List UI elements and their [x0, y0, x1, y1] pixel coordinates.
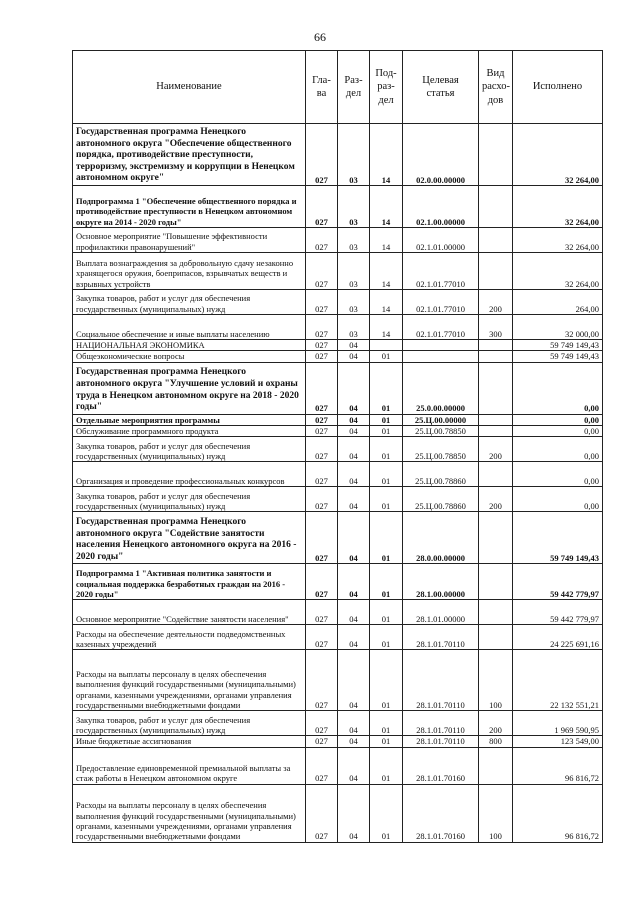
row-done: 0,00	[513, 426, 603, 437]
table-row	[73, 340, 603, 351]
row-glava: 027	[306, 362, 338, 414]
row-razdel: 03	[338, 186, 370, 228]
row-glava: 027	[306, 414, 338, 425]
table-row	[73, 253, 603, 290]
row-razdel: 03	[338, 124, 370, 186]
row-glava: 027	[306, 437, 338, 462]
row-razdel: 04	[338, 736, 370, 747]
row-razdel: 04	[338, 487, 370, 512]
row-vid	[479, 414, 513, 425]
row-glava: 027	[306, 462, 338, 487]
table-row	[73, 462, 603, 487]
header-podrazdel: Под- раз- дел	[370, 51, 403, 124]
row-glava: 027	[306, 487, 338, 512]
row-target: 28.1.01.70110	[403, 711, 479, 736]
row-done: 96 816,72	[513, 784, 603, 842]
row-done: 59 749 149,43	[513, 351, 603, 362]
row-glava: 027	[306, 784, 338, 842]
row-name: Социальное обеспечение и иные выплаты населению	[73, 315, 306, 340]
row-target	[403, 351, 479, 362]
row-vid	[479, 426, 513, 437]
table-row	[73, 650, 603, 711]
row-done: 264,00	[513, 290, 603, 315]
row-done: 32 264,00	[513, 186, 603, 228]
table-row	[73, 736, 603, 747]
row-vid	[479, 462, 513, 487]
row-name: Предоставление единовременной премиальной выплаты за стаж работы в Ненецком автономном округе	[73, 747, 306, 784]
row-target: 25.Ц.00.78850	[403, 426, 479, 437]
row-done: 59 442 779,97	[513, 564, 603, 600]
row-done: 22 132 551,21	[513, 650, 603, 711]
row-glava: 027	[306, 711, 338, 736]
row-glava: 027	[306, 512, 338, 564]
row-glava: 027	[306, 625, 338, 650]
row-done: 24 225 691,16	[513, 625, 603, 650]
row-done: 0,00	[513, 462, 603, 487]
row-glava: 027	[306, 186, 338, 228]
row-done: 1 969 590,95	[513, 711, 603, 736]
row-podrazdel: 01	[370, 426, 403, 437]
row-name: Расходы на обеспечение деятельности подведомственных казенных учреждений	[73, 625, 306, 650]
table-row	[73, 186, 603, 228]
table-row	[73, 426, 603, 437]
row-razdel: 04	[338, 747, 370, 784]
table-row	[73, 315, 603, 340]
row-name: Расходы на выплаты персоналу в целях обеспечения выполнения функций государственными (муниципальными) органами, казенными учреждениями, органами управления государственными внебюджетными фондами	[73, 784, 306, 842]
row-target: 02.1.00.00000	[403, 186, 479, 228]
row-razdel: 04	[338, 650, 370, 711]
row-target: 02.1.01.77010	[403, 253, 479, 290]
row-target: 25.Ц.00.78860	[403, 462, 479, 487]
row-podrazdel: 01	[370, 564, 403, 600]
row-name: Выплата вознаграждения за добровольную сдачу незаконно хранящегося оружия, боеприпасов, взрывчатых веществ и взрывных устройств	[73, 253, 306, 290]
row-razdel: 04	[338, 564, 370, 600]
header-done: Исполнено	[513, 51, 603, 124]
row-podrazdel: 01	[370, 747, 403, 784]
row-glava: 027	[306, 315, 338, 340]
row-vid: 100	[479, 784, 513, 842]
row-done: 0,00	[513, 414, 603, 425]
row-vid	[479, 228, 513, 253]
row-razdel: 03	[338, 228, 370, 253]
row-vid: 200	[479, 487, 513, 512]
table-row	[73, 351, 603, 362]
row-target: 28.1.01.70160	[403, 747, 479, 784]
row-vid	[479, 186, 513, 228]
row-podrazdel: 01	[370, 784, 403, 842]
row-vid	[479, 600, 513, 625]
row-vid: 300	[479, 315, 513, 340]
row-podrazdel: 01	[370, 600, 403, 625]
row-glava: 027	[306, 290, 338, 315]
row-glava: 027	[306, 351, 338, 362]
row-razdel: 04	[338, 512, 370, 564]
row-name: Государственная программа Ненецкого автономного округа "Улучшение условий и охраны труда в Ненецком автономном округе на 2018 - 2020 годы"	[73, 362, 306, 414]
budget-table	[72, 50, 603, 843]
row-name: НАЦИОНАЛЬНАЯ ЭКОНОМИКА	[73, 340, 306, 351]
row-podrazdel: 01	[370, 736, 403, 747]
header-name: Наименование	[73, 51, 306, 124]
table-row	[73, 600, 603, 625]
row-target: 25.0.00.00000	[403, 362, 479, 414]
row-name: Закупка товаров, работ и услуг для обеспечения государственных (муниципальных) нужд	[73, 711, 306, 736]
row-done: 32 000,00	[513, 315, 603, 340]
header-target: Целевая статья	[403, 51, 479, 124]
row-razdel: 04	[338, 426, 370, 437]
row-vid	[479, 747, 513, 784]
row-name: Расходы на выплаты персоналу в целях обеспечения выполнения функций государственными (муниципальными) органами, казенными учреждениями, органами управления государственными внебюджетными фондами	[73, 650, 306, 711]
row-glava: 027	[306, 124, 338, 186]
row-glava: 027	[306, 228, 338, 253]
row-vid	[479, 351, 513, 362]
row-podrazdel: 01	[370, 462, 403, 487]
row-razdel: 04	[338, 711, 370, 736]
row-glava: 027	[306, 340, 338, 351]
row-podrazdel: 01	[370, 625, 403, 650]
row-name: Закупка товаров, работ и услуг для обеспечения государственных (муниципальных) нужд	[73, 487, 306, 512]
row-podrazdel: 01	[370, 414, 403, 425]
row-razdel: 04	[338, 340, 370, 351]
row-vid	[479, 362, 513, 414]
row-done: 0,00	[513, 437, 603, 462]
row-glava: 027	[306, 564, 338, 600]
row-razdel: 03	[338, 290, 370, 315]
row-done: 59 749 149,43	[513, 512, 603, 564]
table-header-row	[73, 51, 603, 124]
table-row	[73, 414, 603, 425]
row-razdel: 04	[338, 625, 370, 650]
row-vid: 800	[479, 736, 513, 747]
row-podrazdel: 01	[370, 512, 403, 564]
row-glava: 027	[306, 747, 338, 784]
row-podrazdel: 01	[370, 711, 403, 736]
row-podrazdel: 01	[370, 351, 403, 362]
row-target: 28.1.01.70160	[403, 784, 479, 842]
row-glava: 027	[306, 253, 338, 290]
row-podrazdel: 01	[370, 437, 403, 462]
row-razdel: 04	[338, 462, 370, 487]
row-name: Закупка товаров, работ и услуг для обеспечения государственных (муниципальных) нужд	[73, 290, 306, 315]
row-glava: 027	[306, 426, 338, 437]
table-row	[73, 362, 603, 414]
row-target: 28.1.01.70110	[403, 650, 479, 711]
row-vid: 200	[479, 711, 513, 736]
row-done: 59 749 149,43	[513, 340, 603, 351]
row-name: Общеэкономические вопросы	[73, 351, 306, 362]
row-target: 02.1.01.77010	[403, 315, 479, 340]
row-razdel: 04	[338, 784, 370, 842]
row-glava: 027	[306, 736, 338, 747]
row-name: Основное мероприятие "Содействие занятости населения"	[73, 600, 306, 625]
row-name: Государственная программа Ненецкого автономного округа "Содействие занятости населения Ненецкого автономного округа на 2016 - 2020 годы"	[73, 512, 306, 564]
row-razdel: 04	[338, 362, 370, 414]
header-razdel: Раз- дел	[338, 51, 370, 124]
row-vid	[479, 512, 513, 564]
row-done: 32 264,00	[513, 253, 603, 290]
row-name: Организация и проведение профессиональных конкурсов	[73, 462, 306, 487]
row-target: 02.0.00.00000	[403, 124, 479, 186]
table-row	[73, 290, 603, 315]
row-vid: 100	[479, 650, 513, 711]
row-vid: 200	[479, 290, 513, 315]
row-done: 32 264,00	[513, 228, 603, 253]
row-name: Государственная программа Ненецкого автономного округа "Обеспечение общественного порядка, противодействие преступности, терроризму, экстремизму и коррупции в Ненецком автономном округе"	[73, 124, 306, 186]
row-done: 0,00	[513, 487, 603, 512]
table-row	[73, 512, 603, 564]
row-done: 32 264,00	[513, 124, 603, 186]
table-row	[73, 747, 603, 784]
row-target	[403, 340, 479, 351]
table-row	[73, 487, 603, 512]
table-row	[73, 228, 603, 253]
row-target: 28.1.01.70110	[403, 625, 479, 650]
row-glava: 027	[306, 650, 338, 711]
row-name: Подпрограмма 1 "Активная политика занятости и социальная поддержка безработных граждан на 2016 - 2020 годы"	[73, 564, 306, 600]
row-name: Подпрограмма 1 "Обеспечение общественного порядка и противодействие преступности в Ненецком автономном округе на 2014 - 2020 годы"	[73, 186, 306, 228]
row-name: Закупка товаров, работ и услуг для обеспечения государственных (муниципальных) нужд	[73, 437, 306, 462]
row-razdel: 03	[338, 315, 370, 340]
row-podrazdel: 01	[370, 650, 403, 711]
row-name: Обслуживание программного продукта	[73, 426, 306, 437]
row-podrazdel	[370, 340, 403, 351]
row-podrazdel: 14	[370, 315, 403, 340]
row-target: 02.1.01.00000	[403, 228, 479, 253]
row-name: Основное мероприятие "Повышение эффективности профилактики правонарушений"	[73, 228, 306, 253]
row-razdel: 04	[338, 600, 370, 625]
row-razdel: 03	[338, 253, 370, 290]
row-target: 28.0.00.00000	[403, 512, 479, 564]
row-podrazdel: 01	[370, 362, 403, 414]
header-glava: Гла- ва	[306, 51, 338, 124]
row-podrazdel: 14	[370, 186, 403, 228]
row-name: Иные бюджетные ассигнования	[73, 736, 306, 747]
row-done: 96 816,72	[513, 747, 603, 784]
table-row	[73, 437, 603, 462]
table-row	[73, 784, 603, 842]
row-target: 02.1.01.77010	[403, 290, 479, 315]
row-vid	[479, 564, 513, 600]
row-done: 0,00	[513, 362, 603, 414]
row-podrazdel: 14	[370, 290, 403, 315]
row-vid	[479, 124, 513, 186]
table-row	[73, 625, 603, 650]
row-vid	[479, 340, 513, 351]
row-vid	[479, 625, 513, 650]
page-number: 66	[314, 30, 326, 44]
table-row	[73, 564, 603, 600]
row-razdel: 04	[338, 437, 370, 462]
row-target: 25.Ц.00.78860	[403, 487, 479, 512]
row-target: 28.1.01.70110	[403, 736, 479, 747]
row-podrazdel: 14	[370, 228, 403, 253]
row-podrazdel: 14	[370, 253, 403, 290]
table-row	[73, 711, 603, 736]
row-name: Отдельные мероприятия программы	[73, 414, 306, 425]
row-vid	[479, 253, 513, 290]
row-target: 25.Ц.00.00000	[403, 414, 479, 425]
row-razdel: 04	[338, 351, 370, 362]
row-podrazdel: 14	[370, 124, 403, 186]
row-done: 59 442 779,97	[513, 600, 603, 625]
row-target: 28.1.00.00000	[403, 564, 479, 600]
table-row	[73, 124, 603, 186]
row-vid: 200	[479, 437, 513, 462]
row-podrazdel: 01	[370, 487, 403, 512]
row-target: 25.Ц.00.78850	[403, 437, 479, 462]
header-vid: Вид расхо- дов	[479, 51, 513, 124]
row-done: 123 549,00	[513, 736, 603, 747]
row-glava: 027	[306, 600, 338, 625]
row-target: 28.1.01.00000	[403, 600, 479, 625]
row-razdel: 04	[338, 414, 370, 425]
